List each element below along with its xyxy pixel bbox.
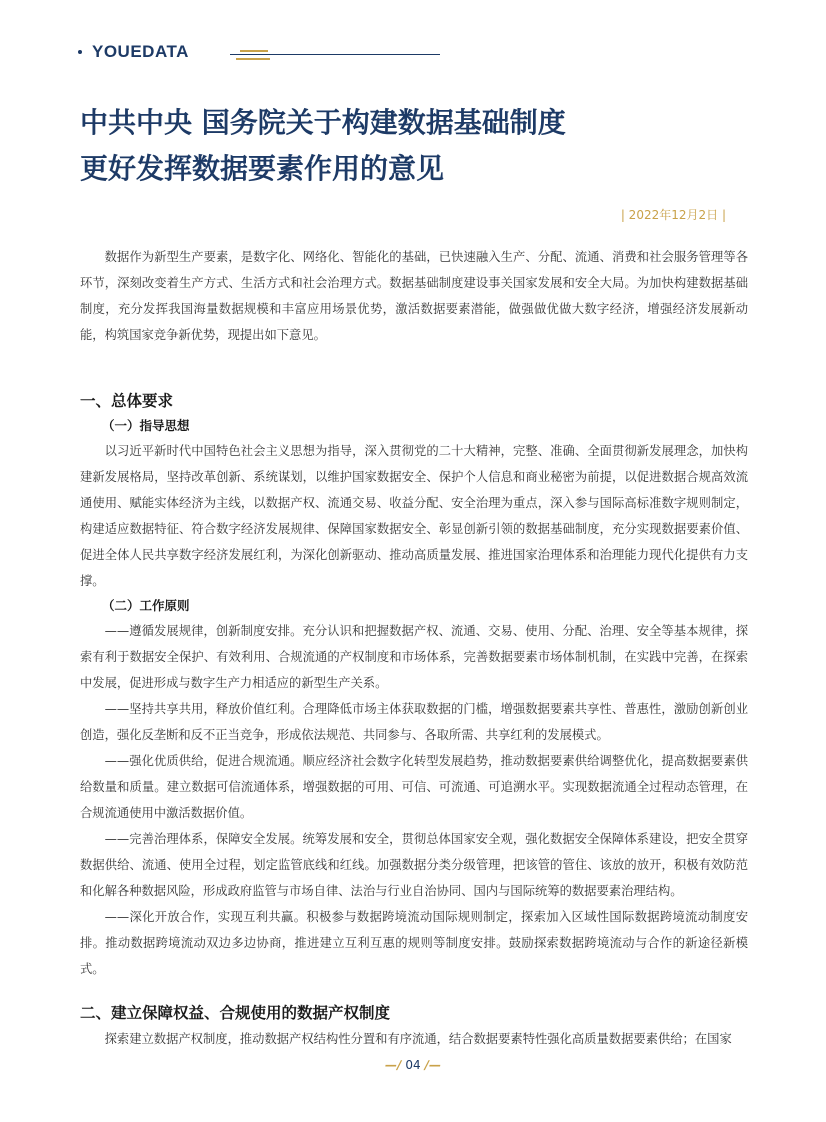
section-2-paragraph: 探索建立数据产权制度，推动数据产权结构性分置和有序流通，结合数据要素特性强化高质量数据要素供给；在国家	[104, 1032, 732, 1046]
principle-paragraph: ——遵循发展规律，创新制度安排。充分认识和把握数据产权、流通、交易、使用、分配、治理、安全等基本规律，探索有利于数据安全保护、有效利用、合规流通的产权制度和市场体系，完善数据要素市场体制机制，在实践中完善，在探索中发展，促进形成与数字生产力相适应的新型生产关系。	[80, 624, 748, 690]
guiding-thought-paragraph: 以习近平新时代中国特色社会主义思想为指导，深入贯彻党的二十大精神，完整、准确、全面贯彻新发展理念，加快构建新发展格局，坚持改革创新、系统谋划，以维护国家数据安全、保护个人信息和商业秘密为前提，以促进数据合规高效流通使用、赋能实体经济为主线，以数据产权、流通交易、收益分配、安全治理为重点，深入参与国际高标准数字规则制定，构建适应数据特征、符合数字经济发展规律、保障国家数据安全、彰显创新引领的数据基础制度，充分实现数据要素价值、促进全体人民共享数字经济发展红利，为深化创新驱动、推动高质量发展、推进国家治理体系和治理能力现代化提供有力支撑。	[80, 444, 748, 588]
principle-paragraph: ——深化开放合作，实现互利共赢。积极参与数据跨境流动国际规则制定，探索加入区域性国际数据跨境流动制度安排。推动数据跨境流动双边多边协商，推进建立互利互惠的规则等制度安排。鼓励探索数据跨境流动与合作的新途径新模式。	[80, 910, 748, 976]
principle-paragraph: ——强化优质供给，促进合规流通。顺应经济社会数字化转型发展趋势，推动数据要素供给调整优化，提高数据要素供给数量和质量。建立数据可信流通体系，增强数据的可用、可信、可流通、可追溯水平。实现数据流通全过程动态管理，在合规流通使用中激活数据价值。	[80, 754, 748, 820]
section-1-sub-2-heading: （二）工作原则	[102, 598, 190, 613]
title-line-2: 更好发挥数据要素作用的意见	[80, 152, 445, 185]
logo-text: YOUEDATA	[92, 42, 189, 61]
logo-dot	[78, 50, 82, 54]
publish-date: | 2022年12月2日 |	[620, 208, 726, 222]
brand-logo	[78, 40, 189, 64]
footer-left-mark: —∕	[384, 1058, 402, 1072]
footer-right-mark: ∕—	[424, 1058, 442, 1072]
section-1-sub-1-heading: （一）指导思想	[102, 418, 190, 433]
intro-paragraph: 数据作为新型生产要素，是数字化、网络化、智能化的基础，已快速融入生产、分配、流通、消费和社会服务管理等各环节，深刻改变着生产方式、生活方式和社会治理方式。数据基础制度建设事关国家发展和安全大局。为加快构建数据基础制度，充分发挥我国海量数据规模和丰富应用场景优势，激活数据要素潜能，做强做优做大数字经济，增强经济发展新动能，构筑国家竞争新优势，现提出如下意见。	[80, 250, 748, 342]
document-title	[80, 100, 740, 192]
logo-decoration-lines	[230, 48, 440, 62]
page-number: 04	[405, 1058, 421, 1072]
principle-paragraph: ——坚持共享共用，释放价值红利。合理降低市场主体获取数据的门槛，增强数据要素共享性、普惠性，激励创新创业创造，强化反垄断和反不正当竞争，形成依法规范、共同参与、各取所需、共享红利的发展模式。	[80, 702, 748, 742]
section-1-heading: 一、总体要求	[80, 392, 174, 410]
title-line-1: 中共中央 国务院关于构建数据基础制度	[80, 106, 566, 139]
document-body	[80, 244, 748, 1052]
page-footer	[0, 1058, 826, 1072]
section-2-heading: 二、建立保障权益、合规使用的数据产权制度	[80, 1004, 391, 1022]
principle-paragraph: ——完善治理体系，保障安全发展。统筹发展和安全，贯彻总体国家安全观，强化数据安全保障体系建设，把安全贯穿数据供给、流通、使用全过程，划定监管底线和红线。加强数据分类分级管理，把该管的管住、该放的放开，积极有效防范和化解各种数据风险，形成政府监管与市场自律、法治与行业自治协同、国内与国际统筹的数据要素治理结构。	[80, 832, 748, 898]
